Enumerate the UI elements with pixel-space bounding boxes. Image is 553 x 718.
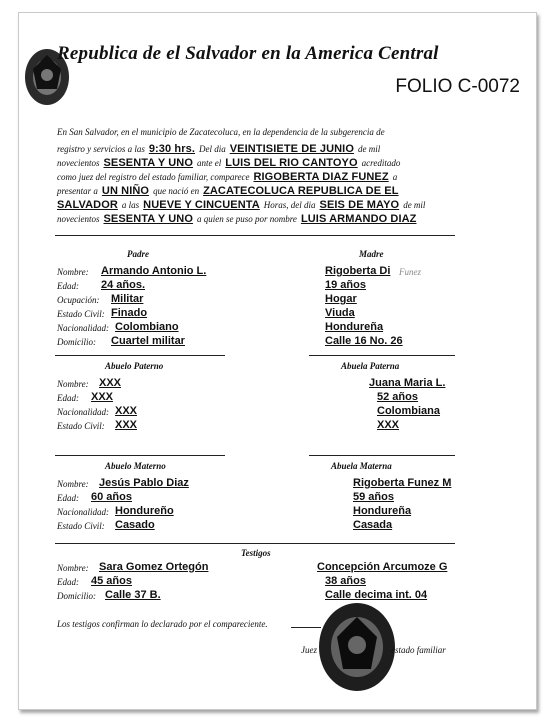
judge-label-suffix: estado familiar bbox=[391, 645, 446, 655]
intro-text: a las bbox=[121, 200, 140, 210]
intro-text: de mil bbox=[403, 200, 426, 210]
witness-1-address: Calle 37 B. bbox=[105, 589, 161, 601]
paternal-grandmother-name: Juana Maria L. bbox=[369, 377, 446, 389]
mother-address: Calle 16 No. 26 bbox=[325, 335, 403, 347]
label-edad: Edad: bbox=[57, 577, 79, 587]
mother-occupation: Hogar bbox=[325, 293, 357, 305]
witnesses-confirmation: Los testigos confirman lo declarado por el compareciente. bbox=[57, 619, 268, 629]
label-estado-civil: Estado Civil: bbox=[57, 521, 105, 531]
official-seal-icon bbox=[315, 599, 399, 695]
birth-day: SEIS DE MAYO bbox=[319, 199, 400, 211]
section-divider bbox=[55, 235, 455, 236]
paternal-grandfather-heading: Abuelo Paterno bbox=[105, 361, 164, 371]
intro-text: ante el bbox=[197, 158, 222, 168]
maternal-grandfather-heading: Abuelo Materno bbox=[105, 461, 166, 471]
registration-time: 9:30 hrs. bbox=[148, 143, 195, 155]
intro-text: Horas, del dia bbox=[263, 200, 316, 210]
paternal-grandfather-age: XXX bbox=[91, 391, 114, 403]
father-marital-status: Finado bbox=[111, 307, 148, 319]
section-divider bbox=[309, 455, 455, 456]
intro-text: presentar a bbox=[57, 186, 98, 196]
child-name: LUIS ARMANDO DIAZ bbox=[300, 213, 417, 225]
witness-1-name: Sara Gomez Ortegón bbox=[99, 561, 209, 573]
paternal-grandfather-name: XXX bbox=[99, 377, 122, 389]
section-divider bbox=[55, 543, 455, 544]
label-edad: Edad: bbox=[57, 393, 79, 403]
intro-text: acreditado bbox=[361, 158, 401, 168]
mother-heading: Madre bbox=[359, 249, 384, 259]
maternal-grandfather-marital-status: Casado bbox=[115, 519, 155, 531]
maternal-grandfather-name: Jesús Pablo Diaz bbox=[99, 477, 189, 489]
label-nacionalidad: Nacionalidad: bbox=[57, 507, 109, 517]
maternal-grandmother-age: 59 años bbox=[353, 491, 394, 503]
label-nacionalidad: Nacionalidad: bbox=[57, 323, 109, 333]
paternal-grandmother-marital-status: XXX bbox=[377, 419, 400, 431]
intro-text: de mil bbox=[357, 144, 381, 154]
label-nacionalidad: Nacionalidad: bbox=[57, 407, 109, 417]
registration-day: VEINTISIETE DE JUNIO bbox=[229, 143, 354, 155]
label-nombre: Nombre: bbox=[57, 379, 89, 389]
label-domicilio: Domicilio: bbox=[57, 337, 96, 347]
child-description: UN NIÑO bbox=[101, 185, 150, 197]
intro-text: a quien se puso por nombre bbox=[197, 214, 297, 224]
mother-marital-status: Viuda bbox=[325, 307, 355, 319]
folio-number: FOLIO C-0072 bbox=[395, 76, 520, 97]
birth-year: SESENTA Y UNO bbox=[103, 213, 194, 225]
intro-text: a bbox=[392, 172, 398, 182]
label-estado-civil: Estado Civil: bbox=[57, 309, 105, 319]
intro-line-1: En San Salvador, en el municipio de Zacatecoluca, en la dependencia de la subgerencia de bbox=[57, 127, 385, 137]
label-estado-civil: Estado Civil: bbox=[57, 421, 105, 431]
intro-text: novecientos bbox=[57, 214, 100, 224]
label-nombre: Nombre: bbox=[57, 563, 89, 573]
witness-1-age: 45 años bbox=[91, 575, 132, 587]
father-nationality: Colombiano bbox=[115, 321, 179, 333]
paternal-grandmother-nationality: Colombiana bbox=[377, 405, 440, 417]
father-occupation: Militar bbox=[111, 293, 144, 305]
maternal-grandmother-marital-status: Casada bbox=[353, 519, 393, 531]
intro-text: que nació en bbox=[153, 186, 200, 196]
paternal-grandmother-heading: Abuela Paterna bbox=[341, 361, 400, 371]
section-divider bbox=[55, 455, 225, 456]
label-edad: Edad: bbox=[57, 493, 79, 503]
judge-name: LUIS DEL RIO CANTOYO bbox=[225, 157, 358, 169]
intro-text: novecientos bbox=[57, 158, 100, 168]
intro-text: registro y servicios a las bbox=[57, 144, 145, 154]
maternal-grandmother-name: Rigoberta Funez M bbox=[353, 477, 452, 489]
maternal-grandfather-nationality: Hondureño bbox=[115, 505, 174, 517]
father-name: Armando Antonio L. bbox=[101, 265, 207, 277]
mother-age: 19 años bbox=[325, 279, 366, 291]
paternal-grandfather-nationality: XXX bbox=[115, 405, 138, 417]
label-ocupacion: Ocupación: bbox=[57, 295, 100, 305]
mother-name: Rigoberta Di bbox=[325, 265, 391, 277]
intro-text: Del dia bbox=[198, 144, 226, 154]
witness-2-address: Calle decima int. 04 bbox=[325, 589, 428, 601]
father-heading: Padre bbox=[127, 249, 149, 259]
section-divider bbox=[309, 355, 455, 356]
label-edad: Edad: bbox=[57, 281, 79, 291]
label-domicilio: Domicilio: bbox=[57, 591, 96, 601]
maternal-grandfather-age: 60 años bbox=[91, 491, 132, 503]
registration-year: SESENTA Y UNO bbox=[103, 157, 194, 169]
maternal-grandmother-heading: Abuela Materna bbox=[331, 461, 392, 471]
witnesses-heading: Testigos bbox=[241, 548, 271, 558]
judge-label: Juez bbox=[301, 645, 317, 655]
maternal-grandmother-nationality: Hondureña bbox=[353, 505, 412, 517]
section-divider bbox=[55, 355, 225, 356]
mother-nationality: Hondureña bbox=[325, 321, 384, 333]
intro-text: como juez del registro del estado familiar, comparece bbox=[57, 172, 250, 182]
birth-place: ZACATECOLUCA REPUBLICA DE EL bbox=[203, 185, 399, 197]
paternal-grandmother-age: 52 años bbox=[377, 391, 418, 403]
father-age: 24 años. bbox=[101, 279, 146, 291]
mother-name-extra: Funez bbox=[399, 267, 421, 277]
father-address: Cuartel militar bbox=[111, 335, 185, 347]
birth-time: NUEVE Y CINCUENTA bbox=[143, 199, 260, 211]
witness-2-age: 38 años bbox=[325, 575, 366, 587]
birth-certificate-page bbox=[18, 12, 537, 710]
compareciente-name: RIGOBERTA DIAZ FUNEZ bbox=[253, 171, 389, 183]
document-title: Republica de el Salvador en la America Central bbox=[57, 43, 439, 64]
label-nombre: Nombre: bbox=[57, 267, 89, 277]
witness-2-name: Concepción Arcumoze G bbox=[317, 561, 448, 573]
label-nombre: Nombre: bbox=[57, 479, 89, 489]
birth-place-country: SALVADOR bbox=[57, 199, 118, 211]
paternal-grandfather-marital-status: XXX bbox=[115, 419, 138, 431]
